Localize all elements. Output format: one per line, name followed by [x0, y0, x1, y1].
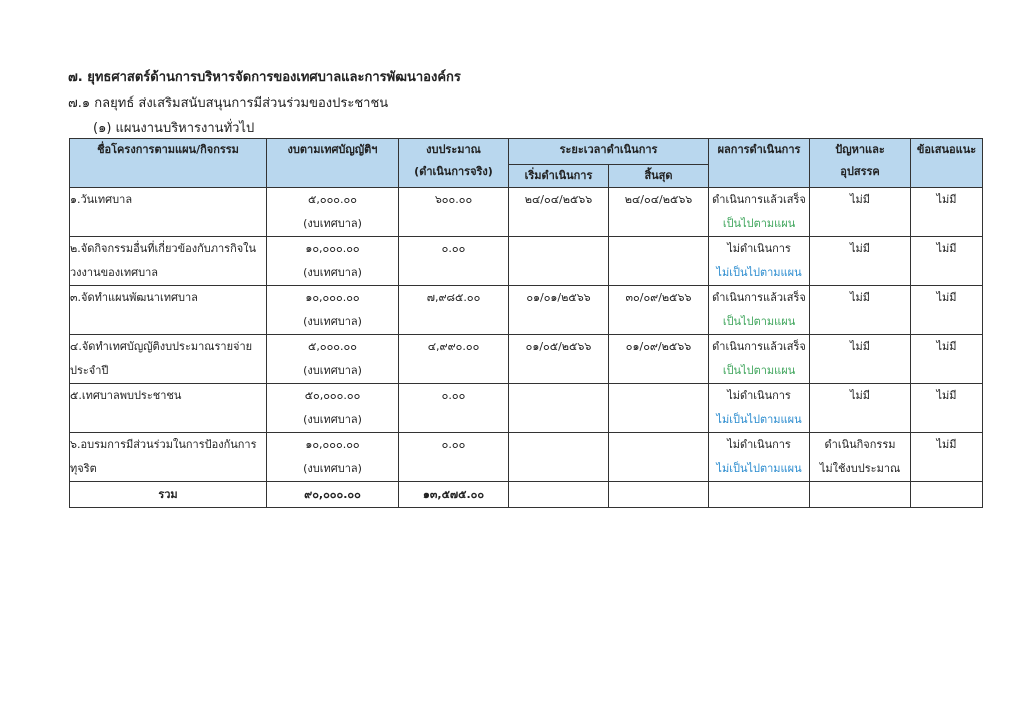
empty-cell [810, 482, 911, 508]
ordinance-budget-cell [267, 188, 399, 237]
project-name-cell [70, 286, 267, 335]
start-date: ๒๔/๐๔/๒๕๖๖ [524, 193, 593, 206]
section-heading: ๗. ยุทธศาสตร์ด้านการบริหารจัดการของเทศบาลและการพัฒนาองค์กร [68, 70, 461, 85]
suggestion-text: ไม่มี [936, 389, 957, 402]
actual-budget: ๗,๙๘๕.๐๐ [426, 291, 481, 304]
result-cell [709, 384, 810, 433]
problem-text: ไม่มี [849, 340, 871, 353]
header-period: ระยะเวลาดำเนินการ [509, 139, 709, 165]
header-budget-actual: งบประมาณ (ดำเนินการจริง) [399, 139, 509, 188]
budget-source: (งบเทศบาล) [303, 266, 362, 279]
plan-status: เป็นไปตามแผน [722, 315, 796, 328]
project-name: ๓.จัดทำแผนพัฒนาเทศบาล [70, 291, 198, 304]
problem-text: ไม่มี [849, 389, 871, 402]
strategy-subheading: ๗.๑ กลยุทธ์ ส่งเสริมสนับสนุนการมีส่วนร่วมของประชาชน [68, 96, 389, 111]
ordinance-budget-cell [267, 237, 399, 286]
actual-budget: ๐.๐๐ [441, 242, 466, 255]
problem-text: ไม่มี [849, 291, 871, 304]
result-text: ดำเนินการแล้วเสร็จ [712, 193, 806, 206]
result-cell [709, 286, 810, 335]
problem-text: ดำเนินกิจกรรม [824, 438, 896, 451]
actual-budget-cell [399, 286, 509, 335]
table-row [70, 335, 983, 384]
empty-cell [911, 482, 983, 508]
project-name-cell [70, 237, 267, 286]
suggestion-cell [911, 433, 983, 482]
problem-cell [810, 188, 911, 237]
result-cell [709, 433, 810, 482]
header-suggestion: ข้อเสนอแนะ [911, 139, 983, 188]
suggestion-text: ไม่มี [936, 438, 957, 451]
suggestion-cell [911, 384, 983, 433]
total-row [70, 482, 983, 508]
suggestion-cell [911, 286, 983, 335]
end-date: ๒๔/๐๔/๒๕๖๖ [624, 193, 693, 206]
end-date: ๐๑/๐๙/๒๕๖๖ [625, 340, 692, 353]
ordinance-budget-cell [267, 384, 399, 433]
budget-source: (งบเทศบาล) [303, 462, 362, 475]
total-ordinance: ๙๐,๐๐๐.๐๐ [267, 482, 399, 508]
budget-source: (งบเทศบาล) [303, 364, 362, 377]
budget-source: (งบเทศบาล) [303, 315, 362, 328]
result-cell [709, 188, 810, 237]
result-cell [709, 237, 810, 286]
ordinance-budget: ๑๐,๐๐๐.๐๐ [305, 438, 360, 451]
end-date-cell [609, 286, 709, 335]
project-name: ๖.อบรมการมีส่วนร่วมในการป้องกันการ [70, 438, 257, 451]
problem-cell [810, 286, 911, 335]
start-date-cell [509, 335, 609, 384]
header-budget-ordinance: งบตามเทศบัญญัติฯ [267, 139, 399, 188]
actual-budget-cell [399, 237, 509, 286]
end-date-cell [609, 188, 709, 237]
problem-text-cont: ไม่ใช้งบประมาณ [819, 462, 901, 475]
ordinance-budget-cell [267, 286, 399, 335]
suggestion-text: ไม่มี [936, 242, 957, 255]
start-date-cell [509, 384, 609, 433]
header-problem: ปัญหาและ อุปสรรค [810, 139, 911, 188]
table-row [70, 188, 983, 237]
ordinance-budget: ๑๐,๐๐๐.๐๐ [305, 242, 360, 255]
ordinance-budget: ๕๐,๐๐๐.๐๐ [304, 389, 361, 402]
project-name-cell [70, 433, 267, 482]
plan-status: เป็นไปตามแผน [722, 217, 796, 230]
actual-budget: ๐.๐๐ [441, 389, 466, 402]
project-table [69, 138, 983, 508]
actual-budget-cell [399, 384, 509, 433]
suggestion-text: ไม่มี [936, 340, 957, 353]
suggestion-cell [911, 335, 983, 384]
result-cell [709, 335, 810, 384]
actual-budget: ๔,๙๙๐.๐๐ [427, 340, 480, 353]
project-name: ๔.จัดทำเทศบัญญัติงบประมาณรายจ่าย [70, 340, 253, 353]
plan-status: ไม่เป็นไปตามแผน [716, 266, 802, 279]
start-date: ๐๑/๐๑/๒๕๖๖ [526, 291, 591, 304]
end-date-cell [609, 237, 709, 286]
actual-budget-cell [399, 188, 509, 237]
end-date-cell [609, 433, 709, 482]
actual-budget-cell [399, 433, 509, 482]
start-date-cell [509, 237, 609, 286]
actual-budget-cell [399, 335, 509, 384]
result-text: ไม่ดำเนินการ [727, 389, 791, 402]
ordinance-budget-cell [267, 433, 399, 482]
project-name-cont: ประจำปี [70, 364, 109, 377]
actual-budget: ๐.๐๐ [441, 438, 466, 451]
result-text: ดำเนินการแล้วเสร็จ [712, 340, 806, 353]
project-name: ๒.จัดกิจกรรมอื่นที่เกี่ยวข้องกับภารกิจใน [70, 242, 257, 255]
end-date-cell [609, 335, 709, 384]
suggestion-cell [911, 188, 983, 237]
suggestion-text: ไม่มี [936, 193, 957, 206]
table-row [70, 433, 983, 482]
end-date: ๓๐/๐๙/๒๕๖๖ [625, 291, 692, 304]
ordinance-budget: ๕,๐๐๐.๐๐ [308, 193, 357, 206]
budget-source: (งบเทศบาล) [303, 413, 362, 426]
project-name: ๑.วันเทศบาล [70, 193, 133, 206]
end-date-cell [609, 384, 709, 433]
plan-status: ไม่เป็นไปตามแผน [716, 462, 802, 475]
plan-title: (๑) แผนงานบริหารงานทั่วไป [93, 121, 255, 136]
table-row [70, 286, 983, 335]
table-row [70, 237, 983, 286]
start-date-cell [509, 433, 609, 482]
table-row [70, 384, 983, 433]
empty-cell [509, 482, 609, 508]
header-result: ผลการดำเนินการ [709, 139, 810, 188]
header-end: สิ้นสุด [609, 165, 709, 188]
result-text: ไม่ดำเนินการ [727, 242, 791, 255]
problem-cell [810, 237, 911, 286]
project-name: ๕.เทศบาลพบประชาชน [70, 389, 182, 402]
problem-cell [810, 335, 911, 384]
start-date-cell [509, 286, 609, 335]
total-label: รวม [70, 482, 267, 508]
problem-text: ไม่มี [849, 193, 871, 206]
actual-budget: ๖๐๐.๐๐ [434, 193, 473, 206]
result-text: ไม่ดำเนินการ [727, 438, 791, 451]
start-date-cell [509, 188, 609, 237]
total-actual: ๑๓,๕๗๕.๐๐ [399, 482, 509, 508]
project-name-cont: ทุจริต [70, 462, 97, 475]
project-name-cell [70, 384, 267, 433]
budget-source: (งบเทศบาล) [303, 217, 362, 230]
project-name-cell [70, 335, 267, 384]
project-name-cont: วงงานของเทศบาล [70, 266, 159, 279]
problem-cell [810, 433, 911, 482]
empty-cell [709, 482, 810, 508]
result-text: ดำเนินการแล้วเสร็จ [712, 291, 806, 304]
table-body [70, 188, 983, 508]
plan-status: เป็นไปตามแผน [722, 364, 796, 377]
header-project: ชื่อโครงการตามแผน/กิจกรรม [70, 139, 267, 188]
header-start: เริ่มดำเนินการ [509, 165, 609, 188]
ordinance-budget-cell [267, 335, 399, 384]
problem-cell [810, 384, 911, 433]
empty-cell [609, 482, 709, 508]
ordinance-budget: ๕,๐๐๐.๐๐ [308, 340, 357, 353]
suggestion-cell [911, 237, 983, 286]
project-name-cell [70, 188, 267, 237]
problem-text: ไม่มี [849, 242, 871, 255]
suggestion-text: ไม่มี [936, 291, 957, 304]
plan-status: ไม่เป็นไปตามแผน [716, 413, 802, 426]
ordinance-budget: ๑๐,๐๐๐.๐๐ [305, 291, 360, 304]
start-date: ๐๑/๐๕/๒๕๖๖ [525, 340, 592, 353]
